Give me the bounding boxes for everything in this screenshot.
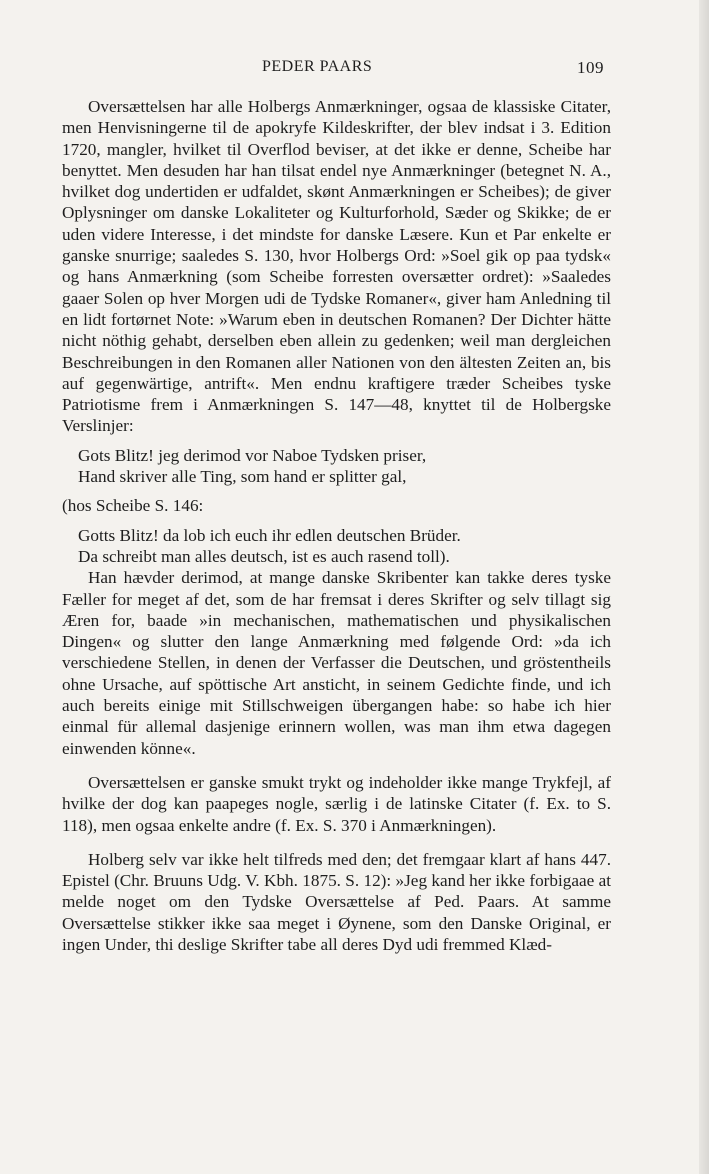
running-header [62, 58, 604, 80]
verse-line: Gots Blitz! jeg derimod vor Naboe Tydsken priser, [78, 445, 427, 465]
paragraph-2: Han hævder derimod, at mange danske Skribenter kan takke deres tyske Fæller for meget af det, som de har fremsat i deres Skrifter og selv tillagt sig Æren for, baade »in mechanischen, mathematischen und physikalischen Dingen« og slutter den lange Anmærkning med følgende Ord: »da ich verschiedene Stellen, in denen der Verfasser die Deutschen, und gröstentheils ohne Ursache, auf spöttische Art ansticht, in seinem Gedichte finde, und ich auch bereits einige mit Stillschweigen übergangen habe: so habe ich hier einmal für allemal dasjenige erinnern wollen, was man ihm etwa dagegen einwenden könne«. [62, 568, 611, 758]
verse-line: Gotts Blitz! da lob ich euch ihr edlen deutschen Brüder. [78, 525, 461, 545]
page-body [62, 96, 611, 955]
verse-line: Da schreibt man alles deutsch, ist es auch rasend toll). [78, 546, 450, 566]
page-edge-shadow [699, 0, 709, 1174]
paragraph-3: Oversættelsen er ganske smukt trykt og indeholder ikke mange Trykfejl, af hvilke der dog kan paapeges nogle, særlig i de latinske Citater (f. Ex. to S. 118), men ogsaa enkelte andre (f. Ex. S. 370 i Anmærkningen). [62, 772, 611, 835]
paragraph-1: Oversættelsen har alle Holbergs Anmærkninger, ogsaa de klassiske Citater, men Henvisningerne til de apokryfe Kildeskrifter, der blev indsat i 3. Edition 1720, mangler, hvilket til Overflod beviser, at det ikke er denne, Scheibe har benyttet. Men desuden har han tilsat endel nye Anmærkninger (betegnet N. A., hvilket dog undertiden er udfaldet, skønt Anmærkningen er Scheibes); de giver Oplysninger om danske Lokaliteter og Kulturforhold, Sæder og Skikke; de er uden videre Interesse, i det mindste for danske Læsere. Kun et Par enkelte er ganske snurrige; saaledes S. 130, hvor Holbergs Ord: »Soel gik op paa tydsk« og hans Anmærkning (som Scheibe forresten oversætter ordret): »Saaledes gaaer Solen op hver Morgen udi de Tydske Romaner«, giver ham Anledning til en lidt fortørnet Note: »Warum eben in deutschen Romanen? Der Dichter hätte nicht nöthig gehabt, derselben eben allein zu gedenken; weil man dergleichen Beschreibungen in den Romanen aller Nationen von den ältesten Zeiten an, bis auf gegenwärtige, antrift«. Men endnu kraftigere træder Scheibes tyske Patriotisme frem i Anmærkningen S. 147—48, knyttet til de Holbergske Verslinjer: [62, 97, 611, 436]
page-number: 109 [577, 58, 604, 77]
scheibe-note: (hos Scheibe S. 146: [62, 496, 204, 516]
running-title: PEDER PAARS [262, 58, 373, 75]
verse-quote-german [62, 525, 611, 568]
paragraph-4: Holberg selv var ikke helt tilfreds med den; det fremgaar klart af hans 447. Epistel (Chr. Bruuns Udg. V. Kbh. 1875. S. 12): »Jeg kand her ikke forbigaae at melde noget om den Tydske Oversættelse af Ped. Paars. At samme Oversættelse stikker ikke saa meget i Øynene, som den Danske Original, er ingen Under, thi deslige Skrifter tabe all deres Dyd udi fremmed Klæd- [62, 849, 611, 954]
verse-line: Hand skriver alle Ting, som hand er splitter gal, [78, 467, 407, 487]
verse-quote-danish [62, 445, 611, 488]
